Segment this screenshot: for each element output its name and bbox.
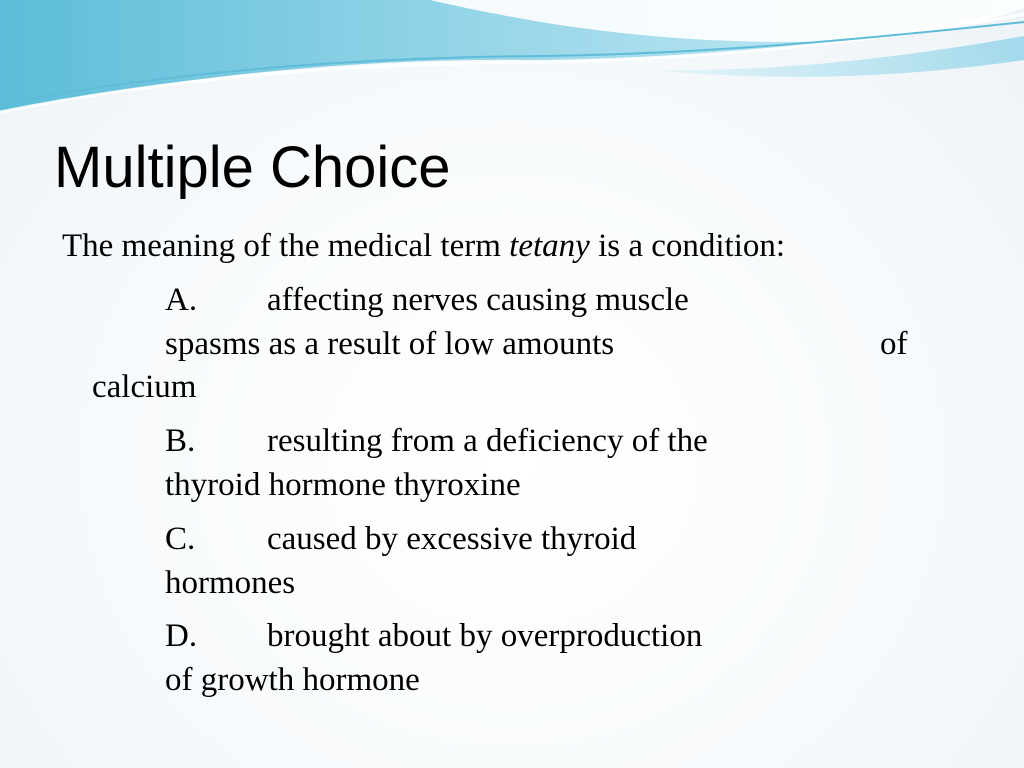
option-c	[165, 517, 636, 605]
option-letter: C.	[165, 521, 196, 557]
question-term: tetany	[509, 228, 590, 264]
option-line: resulting from a deficiency of the	[267, 423, 708, 459]
question-suffix: is a condition:	[589, 228, 786, 264]
question-prefix: The meaning of the medical term	[62, 228, 510, 264]
option-letter: D.	[165, 618, 198, 654]
slide-title: Multiple Choice	[54, 135, 451, 200]
question-text	[62, 224, 785, 268]
option-d	[165, 614, 702, 702]
option-line: caused by excessive thyroid	[267, 521, 637, 557]
option-line: affecting nerves causing muscle	[267, 282, 689, 318]
option-letter: B.	[165, 423, 196, 459]
header-wave-decoration	[0, 0, 1024, 130]
option-line: hormones	[165, 565, 296, 601]
option-a-wrap: calcium	[92, 369, 197, 405]
option-a	[165, 278, 689, 366]
option-line: brought about by overproduction	[267, 618, 703, 654]
option-line: spasms as a result of low amounts	[165, 326, 615, 362]
option-line: of growth hormone	[165, 662, 420, 698]
option-b	[165, 419, 708, 507]
option-line: thyroid hormone thyroxine	[165, 467, 521, 503]
option-a-tail: of	[880, 326, 908, 362]
option-letter: A.	[165, 282, 198, 318]
